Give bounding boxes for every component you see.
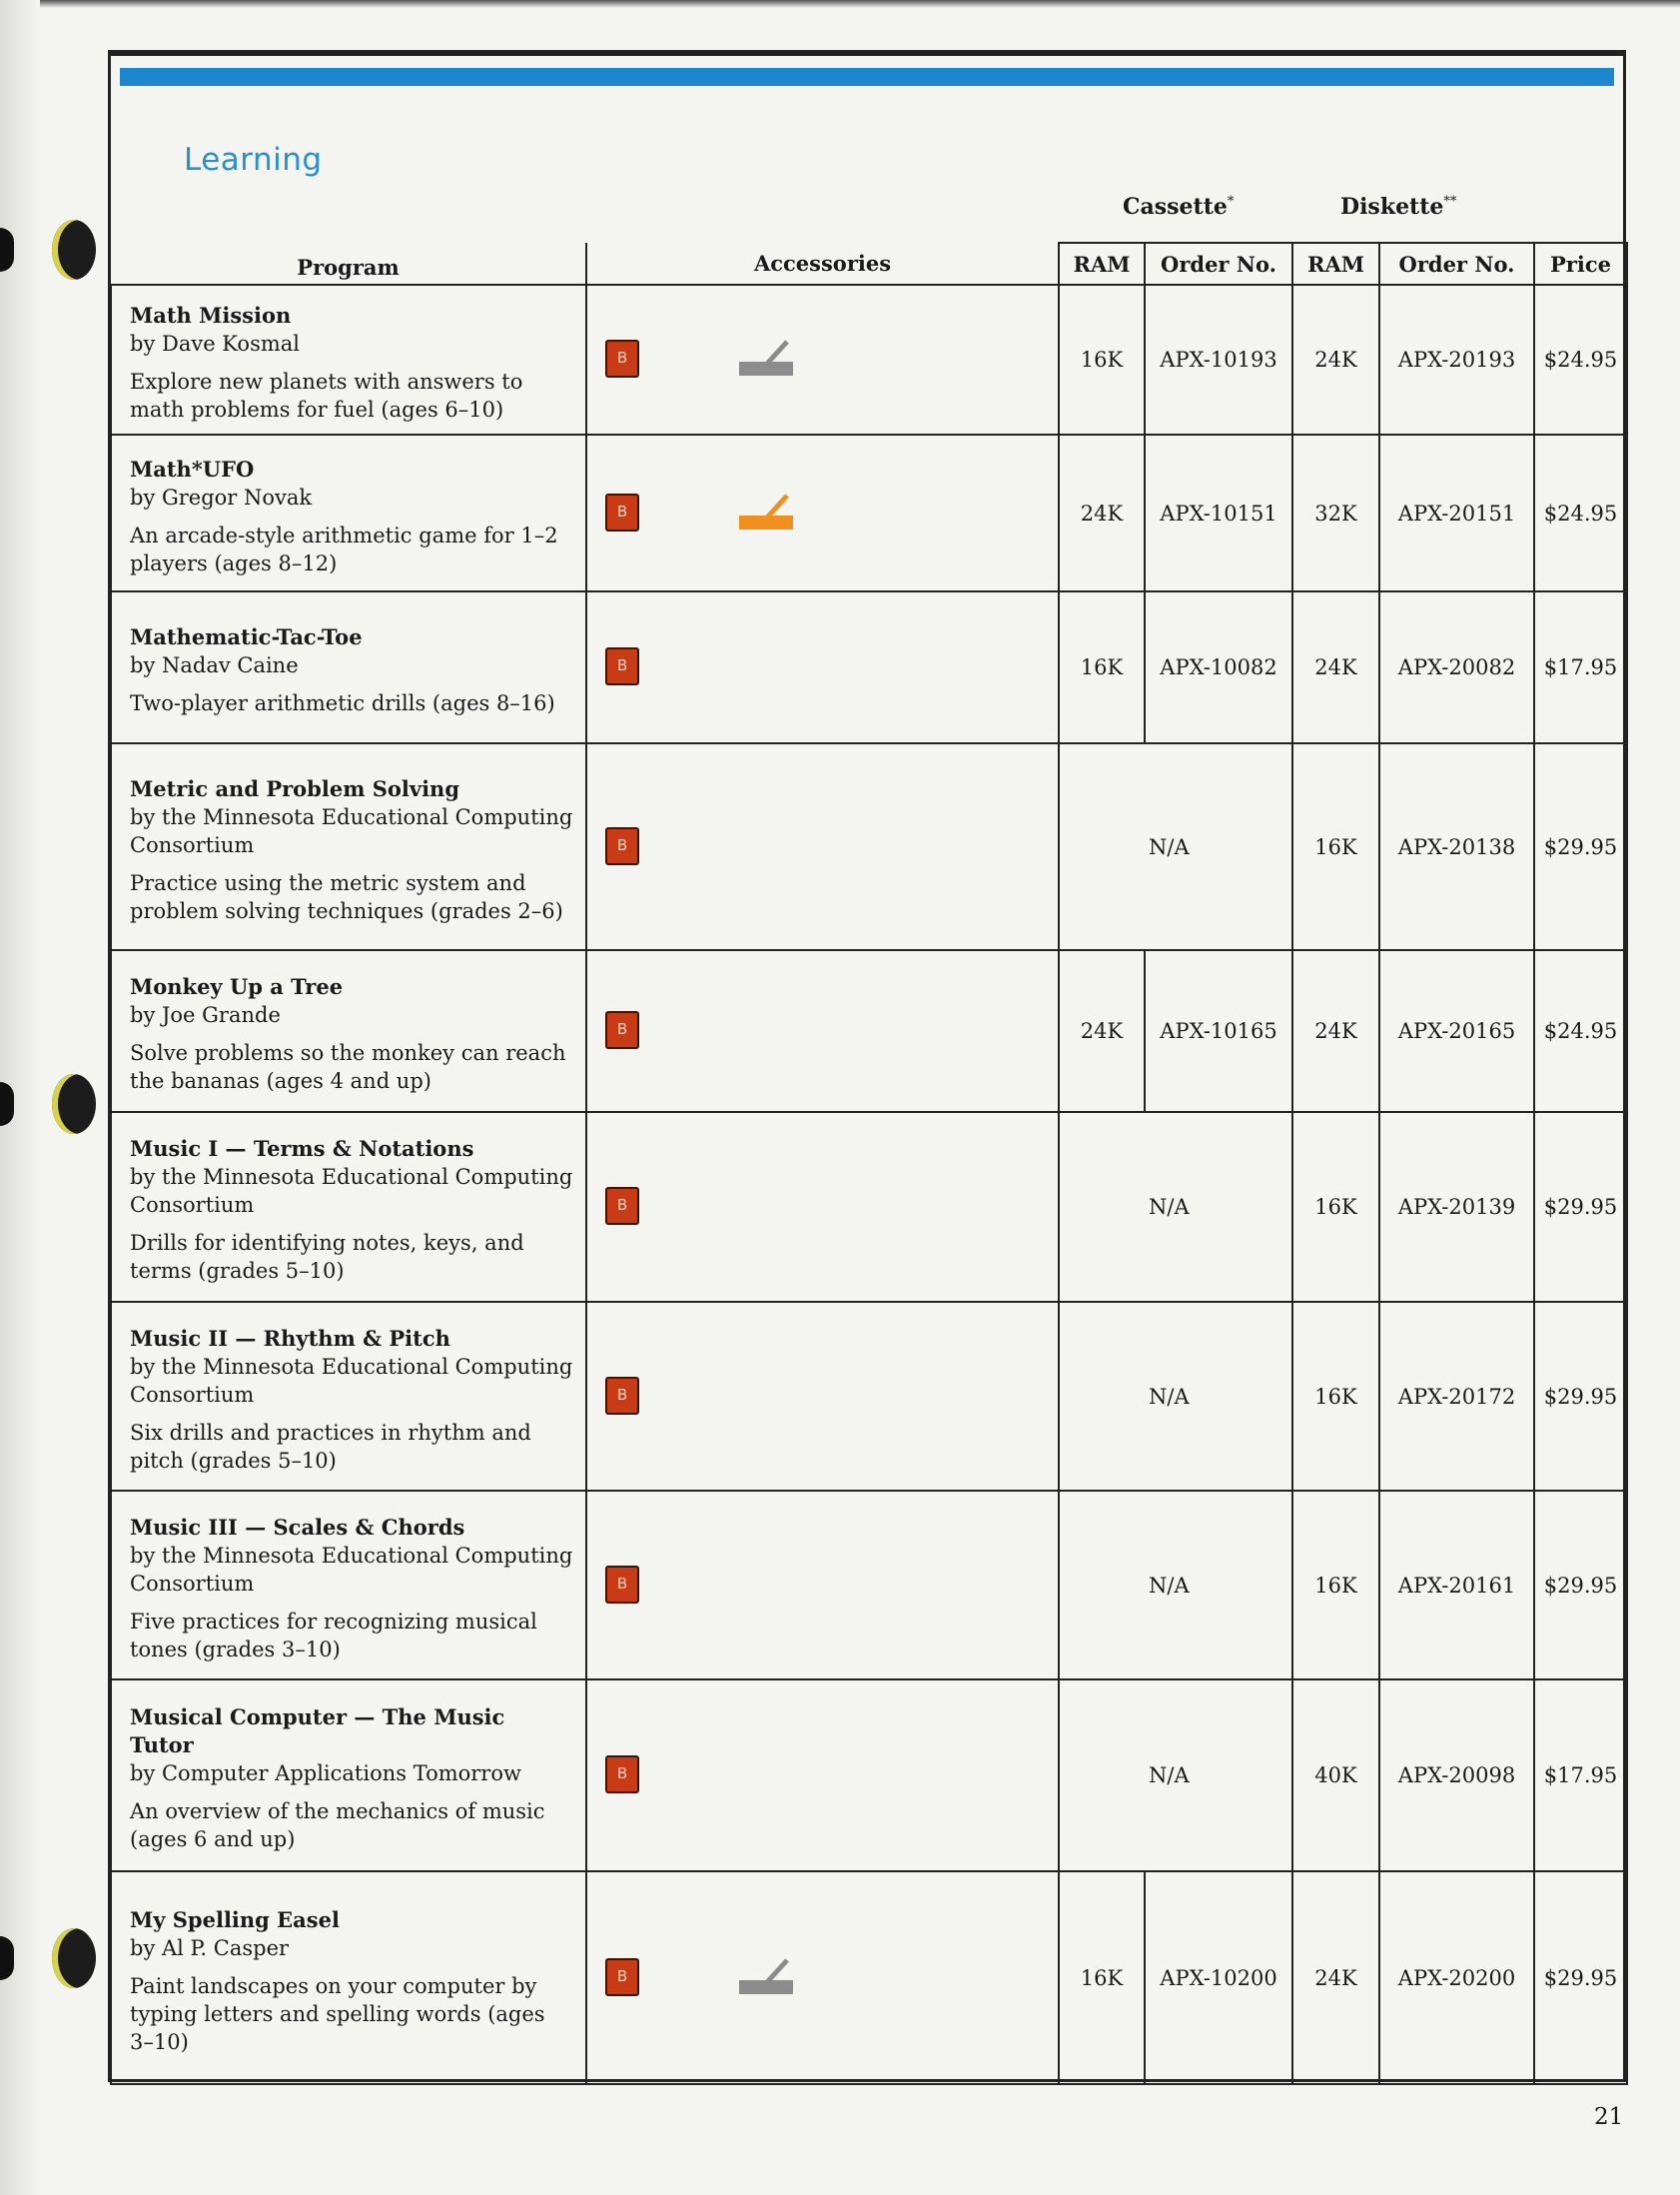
cassette-order-cell: N/A: [1145, 743, 1292, 950]
table-row: [111, 1302, 1627, 1491]
joystick-icon: [737, 492, 797, 532]
cassette-ram-cell: 16K: [1059, 591, 1145, 743]
basic-cartridge-icon: B: [605, 827, 639, 865]
diskette-ram-cell: 24K: [1292, 591, 1379, 743]
program-cell: [111, 435, 586, 591]
diskette-order-cell: APX-20200: [1379, 1871, 1534, 2084]
diskette-order-cell: APX-20151: [1379, 435, 1534, 591]
diskette-ram-cell: 32K: [1292, 435, 1379, 591]
diskette-ram-cell: 16K: [1292, 1302, 1379, 1491]
binder-hole: [52, 1074, 96, 1134]
accessories-cell: [586, 743, 1059, 950]
diskette-ram-cell: 24K: [1292, 1871, 1379, 2084]
basic-cartridge-icon: B: [605, 1958, 639, 1996]
price-cell: $29.95: [1534, 1112, 1627, 1302]
program-title: Mathematic-Tac-Toe: [130, 624, 363, 649]
basic-cartridge-icon: B: [605, 340, 639, 378]
program-title: My Spelling Easel: [130, 1906, 340, 1932]
program-description: Two-player arithmetic drills (ages 8–16): [130, 691, 555, 715]
basic-cartridge-icon: B: [605, 1755, 639, 1793]
program-cell: [111, 950, 586, 1112]
basic-cartridge-icon: B: [605, 1187, 639, 1225]
program-author: by the Minnesota Educational Computing Consortium: [130, 1354, 573, 1407]
table-row: [111, 285, 1627, 435]
table-row: [111, 950, 1627, 1112]
cassette-ram-cell: [1059, 1679, 1145, 1871]
accessories-cell: [586, 1302, 1059, 1491]
cassette-ram-cell: [1059, 1112, 1145, 1302]
program-description: Drills for identifying notes, keys, and terms (grades 5–10): [130, 1231, 524, 1283]
diskette-ram-cell: 16K: [1292, 743, 1379, 950]
cassette-order-cell: APX-10151: [1145, 435, 1292, 591]
diskette-ram-cell: 16K: [1292, 1491, 1379, 1679]
cassette-ram-cell: 16K: [1059, 285, 1145, 435]
program-cell: [111, 1112, 586, 1302]
column-header-cassette-ram: RAM: [1059, 243, 1145, 285]
program-title: Music II — Rhythm & Pitch: [130, 1325, 450, 1351]
program-author: by the Minnesota Educational Computing Consortium: [130, 804, 573, 857]
program-title: Music I — Terms & Notations: [130, 1136, 474, 1161]
program-title: Metric and Problem Solving: [130, 775, 460, 801]
table-row: [111, 591, 1627, 743]
cassette-order-cell: N/A: [1145, 1679, 1292, 1871]
program-author: by the Minnesota Educational Computing Consortium: [130, 1165, 573, 1217]
diskette-order-cell: APX-20082: [1379, 591, 1534, 743]
column-header-price: Price: [1534, 243, 1627, 285]
program-cell: [111, 1871, 586, 2084]
column-header-diskette-ram: RAM: [1292, 243, 1379, 285]
basic-cartridge-icon: B: [605, 1377, 639, 1415]
accessories-cell: [586, 1871, 1059, 2084]
price-cell: $24.95: [1534, 285, 1627, 435]
basic-cartridge-icon: B: [605, 1011, 639, 1049]
price-cell: $17.95: [1534, 1679, 1627, 1871]
diskette-order-cell: APX-20139: [1379, 1112, 1534, 1302]
price-cell: $24.95: [1534, 435, 1627, 591]
program-description: Practice using the metric system and problem solving techniques (grades 2–6): [130, 870, 563, 923]
page-top-edge: [0, 0, 1680, 8]
table-row: [111, 1679, 1627, 1871]
price-cell: $29.95: [1534, 743, 1627, 950]
cassette-order-cell: APX-10200: [1145, 1871, 1292, 2084]
cassette-ram-cell: [1059, 1491, 1145, 1679]
column-header-diskette-order: Order No.: [1379, 243, 1534, 285]
program-table: [110, 242, 1628, 2085]
joystick-icon: [737, 338, 797, 378]
diskette-order-cell: APX-20161: [1379, 1491, 1534, 1679]
program-description: An overview of the mechanics of music (ages 6 and up): [130, 1799, 545, 1851]
accessories-cell: [586, 1491, 1059, 1679]
table-row: [111, 743, 1627, 950]
diskette-order-cell: APX-20098: [1379, 1679, 1534, 1871]
accessories-cell: [586, 435, 1059, 591]
diskette-ram-cell: 40K: [1292, 1679, 1379, 1871]
accessories-cell: [586, 1679, 1059, 1871]
program-author: by Nadav Caine: [130, 653, 299, 677]
basic-cartridge-icon: B: [605, 1566, 639, 1604]
accessories-cell: [586, 285, 1059, 435]
price-cell: $29.95: [1534, 1871, 1627, 2084]
cassette-ram-cell: [1059, 743, 1145, 950]
basic-cartridge-icon: B: [605, 647, 639, 685]
program-title: Monkey Up a Tree: [130, 974, 344, 999]
price-cell: $24.95: [1534, 950, 1627, 1112]
program-description: Explore new planets with answers to math problems for fuel (ages 6–10): [130, 370, 523, 422]
column-header-cassette-order: Order No.: [1145, 243, 1292, 285]
program-author: by Dave Kosmal: [130, 332, 300, 356]
cassette-order-cell: N/A: [1145, 1112, 1292, 1302]
cassette-order-cell: N/A: [1145, 1302, 1292, 1491]
table-header-row: [111, 243, 1627, 285]
diskette-order-cell: APX-20138: [1379, 743, 1534, 950]
cassette-order-cell: APX-10193: [1145, 285, 1292, 435]
program-author: by Al P. Casper: [130, 1935, 290, 1960]
program-title: Music III — Scales & Chords: [130, 1514, 465, 1540]
page-number: 21: [1594, 2104, 1624, 2130]
program-cell: [111, 743, 586, 950]
cassette-order-cell: N/A: [1145, 1491, 1292, 1679]
diskette-ram-cell: 24K: [1292, 285, 1379, 435]
program-cell: [111, 1491, 586, 1679]
table-row: [111, 1112, 1627, 1302]
diskette-order-cell: APX-20165: [1379, 950, 1534, 1112]
diskette-ram-cell: 24K: [1292, 950, 1379, 1112]
header-accent-bar: [120, 68, 1614, 86]
price-cell: $29.95: [1534, 1302, 1627, 1491]
program-description: Five practices for recognizing musical tones (grades 3–10): [130, 1609, 537, 1661]
program-description: Paint landscapes on your computer by typing letters and spelling words (ages 3–10): [130, 1973, 545, 2054]
diskette-group-header: Diskette**: [1340, 194, 1457, 220]
price-cell: $17.95: [1534, 591, 1627, 743]
program-cell: [111, 591, 586, 743]
cassette-order-cell: APX-10082: [1145, 591, 1292, 743]
program-description: An arcade-style arithmetic game for 1–2 players (ages 8–12): [130, 523, 558, 575]
program-cell: [111, 1679, 586, 1871]
program-title: Math*UFO: [130, 456, 255, 482]
cassette-group-header: Cassette*: [1123, 194, 1235, 220]
section-title: Learning: [184, 142, 323, 178]
cassette-ram-cell: 24K: [1059, 435, 1145, 591]
accessories-cell: [586, 1112, 1059, 1302]
program-title: Musical Computer — The Music Tutor: [130, 1704, 505, 1757]
program-title: Math Mission: [130, 303, 292, 328]
program-cell: [111, 285, 586, 435]
cassette-ram-cell: [1059, 1302, 1145, 1491]
program-author: by Gregor Novak: [130, 485, 313, 510]
program-author: by Joe Grande: [130, 1003, 281, 1027]
cassette-order-cell: APX-10165: [1145, 950, 1292, 1112]
table-row: [111, 435, 1627, 591]
program-description: Solve problems so the monkey can reach the bananas (ages 4 and up): [130, 1041, 566, 1093]
joystick-icon: [737, 1956, 797, 1996]
diskette-order-cell: APX-20193: [1379, 285, 1534, 435]
cassette-ram-cell: 24K: [1059, 950, 1145, 1112]
cassette-ram-cell: 16K: [1059, 1871, 1145, 2084]
diskette-order-cell: APX-20172: [1379, 1302, 1534, 1491]
program-author: by the Minnesota Educational Computing Consortium: [130, 1543, 573, 1596]
diskette-ram-cell: 16K: [1292, 1112, 1379, 1302]
program-author: by Computer Applications Tomorrow: [130, 1761, 521, 1785]
column-header-program: Program: [111, 243, 586, 285]
binder-hole: [52, 220, 96, 280]
accessories-cell: [586, 591, 1059, 743]
column-header-accessories: Accessories: [586, 243, 1059, 285]
basic-cartridge-icon: B: [605, 494, 639, 532]
binder-hole: [52, 1928, 96, 1988]
program-description: Six drills and practices in rhythm and pitch (grades 5–10): [130, 1420, 531, 1473]
accessories-cell: [586, 950, 1059, 1112]
program-cell: [111, 1302, 586, 1491]
table-row: [111, 1491, 1627, 1679]
table-row: [111, 1871, 1627, 2084]
price-cell: $29.95: [1534, 1491, 1627, 1679]
